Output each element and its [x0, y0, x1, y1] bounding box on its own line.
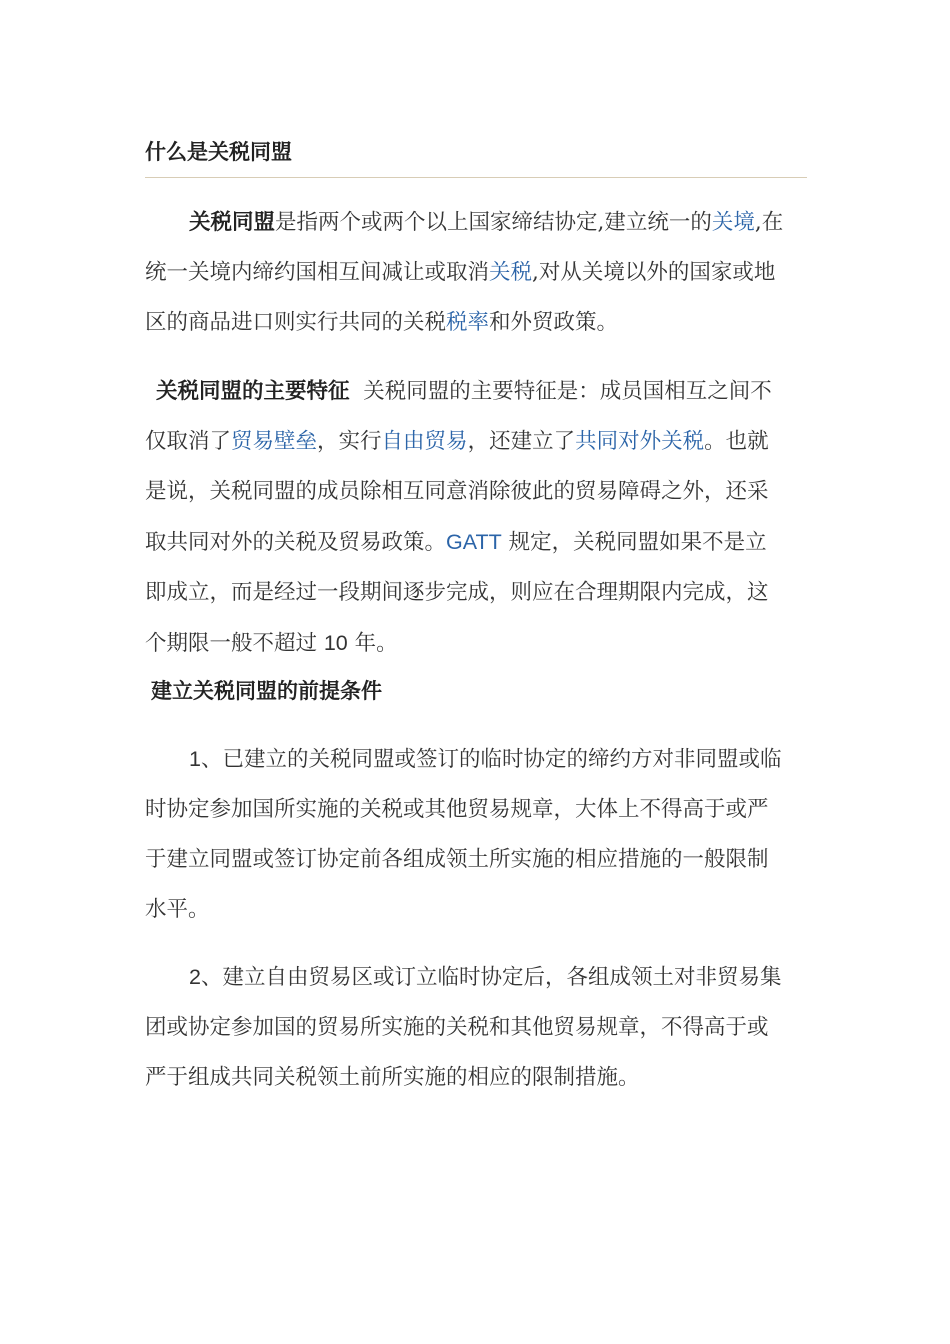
text: 规定，关税同盟如果不是立 — [501, 530, 767, 555]
text: ,在 — [754, 210, 784, 235]
line — [145, 298, 807, 348]
text: 统一关境内缔约国相互间减让或取消 — [145, 260, 490, 285]
condition-item-2 — [145, 952, 807, 1103]
text: ,对从关境以外的国家或地 — [532, 260, 776, 285]
line — [145, 734, 807, 785]
line: 于建立同盟或签订协定前各组成领土所实施的相应措施的一般限制 — [145, 847, 769, 872]
line — [145, 417, 807, 467]
text: 区的商品进口则实行共同的关税 — [145, 310, 447, 335]
text: 是指两个或两个以上国家缔结协定,建立统一的 — [275, 210, 712, 235]
text: ，实行 — [317, 429, 382, 454]
features-heading: 关税同盟的主要特征 — [156, 379, 350, 404]
prerequisites-heading: 建立关税同盟的前提条件 — [151, 679, 382, 703]
condition-item-1 — [145, 734, 807, 935]
item-number: 2 — [189, 965, 201, 989]
line: 严于组成共同关税领土前所实施的相应的限制措施。 — [145, 1065, 640, 1090]
year-number: 10 — [323, 631, 348, 655]
text: 、已建立的关税同盟或签订的临时协定的缔约方对非同盟或临 — [200, 747, 782, 772]
line: 团或协定参加国的贸易所实施的关税和其他贸易规章，不得高于或 — [145, 1015, 769, 1040]
text: 年。 — [347, 631, 398, 656]
text: 仅取消了 — [145, 429, 232, 454]
line — [145, 248, 807, 298]
item-number: 1 — [189, 747, 201, 771]
line — [145, 367, 807, 417]
article-title: 什么是关税同盟 — [145, 140, 292, 164]
line — [145, 198, 807, 248]
term-bold: 关税同盟 — [189, 210, 276, 235]
text: 和外贸政策。 — [489, 310, 619, 335]
text: ，还建立了 — [467, 429, 576, 454]
text: 取共同对外的关税及贸易政策。 — [145, 530, 447, 555]
line: 时协定参加国所实施的关税或其他贸易规章，大体上不得高于或严 — [145, 797, 769, 822]
link-gatt[interactable]: GATT — [446, 530, 502, 554]
line — [145, 517, 807, 568]
line: 即成立，而是经过一段期间逐步完成，则应在合理期限内完成，这 — [145, 580, 769, 605]
link-common-external-tariff[interactable]: 共同对外关税 — [575, 429, 705, 454]
link-guanshui[interactable]: 关税 — [489, 260, 533, 285]
text: 个期限一般不超过 — [145, 631, 324, 656]
definition-paragraph — [145, 198, 807, 348]
line — [145, 952, 807, 1003]
text: 、建立自由贸易区或订立临时协定后，各组成领土对非贸易集 — [200, 965, 782, 990]
link-free-trade[interactable]: 自由贸易 — [381, 429, 468, 454]
line: 水平。 — [145, 897, 210, 922]
link-shuilv[interactable]: 税率 — [446, 310, 490, 335]
text: 。也就 — [704, 429, 769, 454]
title-divider — [145, 177, 807, 178]
text: 关税同盟的主要特征是：成员国相互之间不 — [363, 379, 772, 404]
link-trade-barrier[interactable]: 贸易壁垒 — [231, 429, 318, 454]
line — [145, 618, 807, 669]
line: 是说，关税同盟的成员除相互同意消除彼此的贸易障碍之外，还采 — [145, 479, 769, 504]
link-guanjing[interactable]: 关境 — [711, 210, 755, 235]
features-paragraph — [145, 367, 807, 669]
